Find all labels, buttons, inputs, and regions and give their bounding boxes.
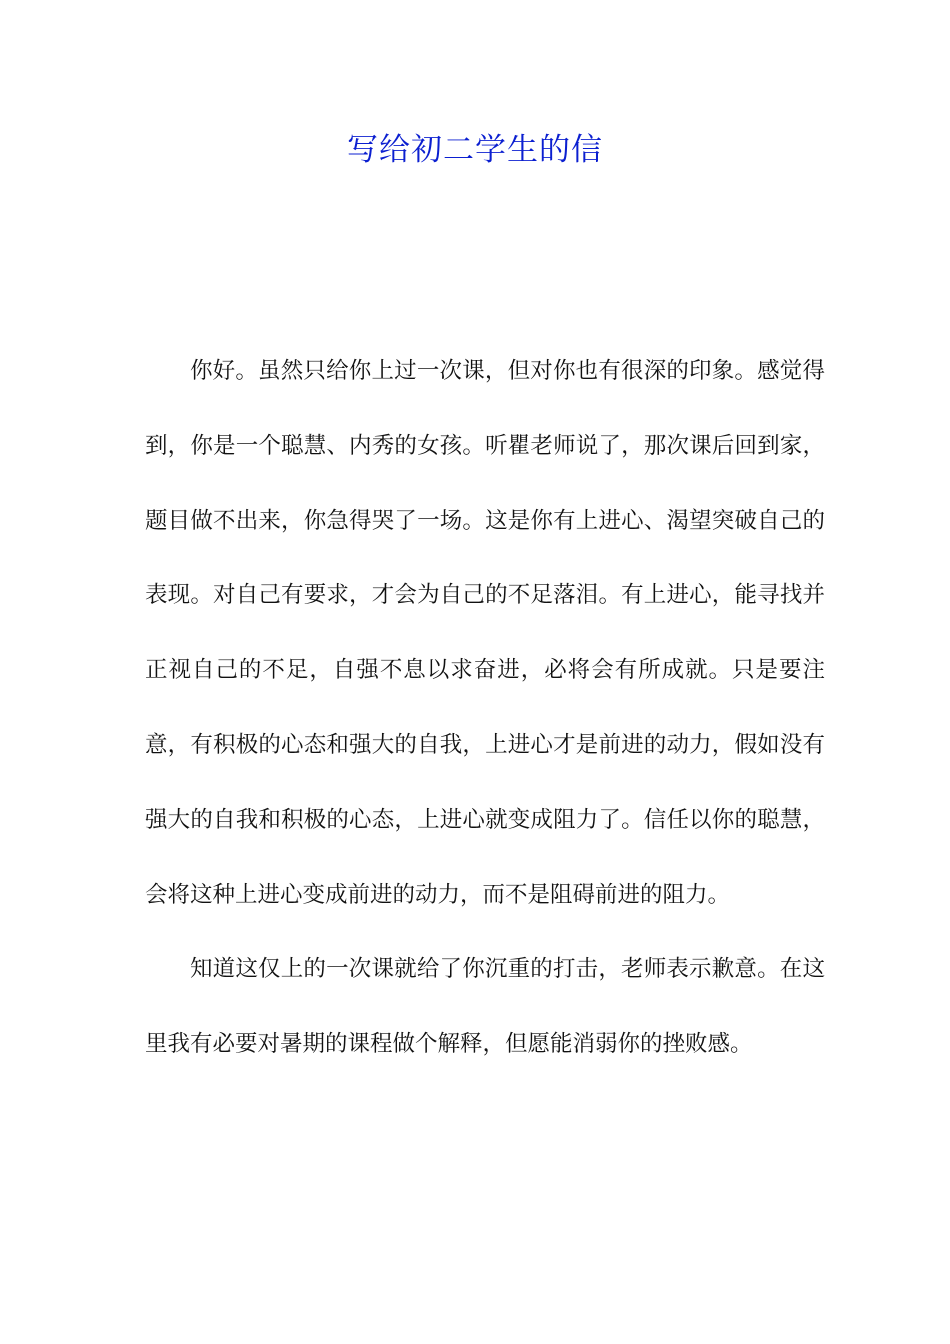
document-title: 写给初二学生的信: [347, 132, 603, 168]
paragraph-1: 你好。虽然只给你上过一次课，但对你也有很深的印象。感觉得到，你是一个聪慧、内秀的女孩。听瞿老师说了，那次课后回到家，题目做不出来，你急得哭了一场。这是你有上进心、渴望突破自己的表现。对自己有要求，才会为自己的不足落泪。有上进心，能寻找并正视自己的不足，自强不息以求奋进，必将会有所成就。只是要注意，有积极的心态和强大的自我，上进心才是前进的动力，假如没有强大的自我和积极的心态，上进心就变成阻力了。信任以你的聪慧，会将这种上进心变成前进的动力，而不是阻碍前进的阻力。: [145, 358, 825, 908]
paragraph-2: 知道这仅上的一次课就给了你沉重的打击，老师表示歉意。在这里我有必要对暑期的课程做个解释，但愿能消弱你的挫败感。: [145, 956, 825, 1058]
document-body: [145, 334, 825, 1082]
